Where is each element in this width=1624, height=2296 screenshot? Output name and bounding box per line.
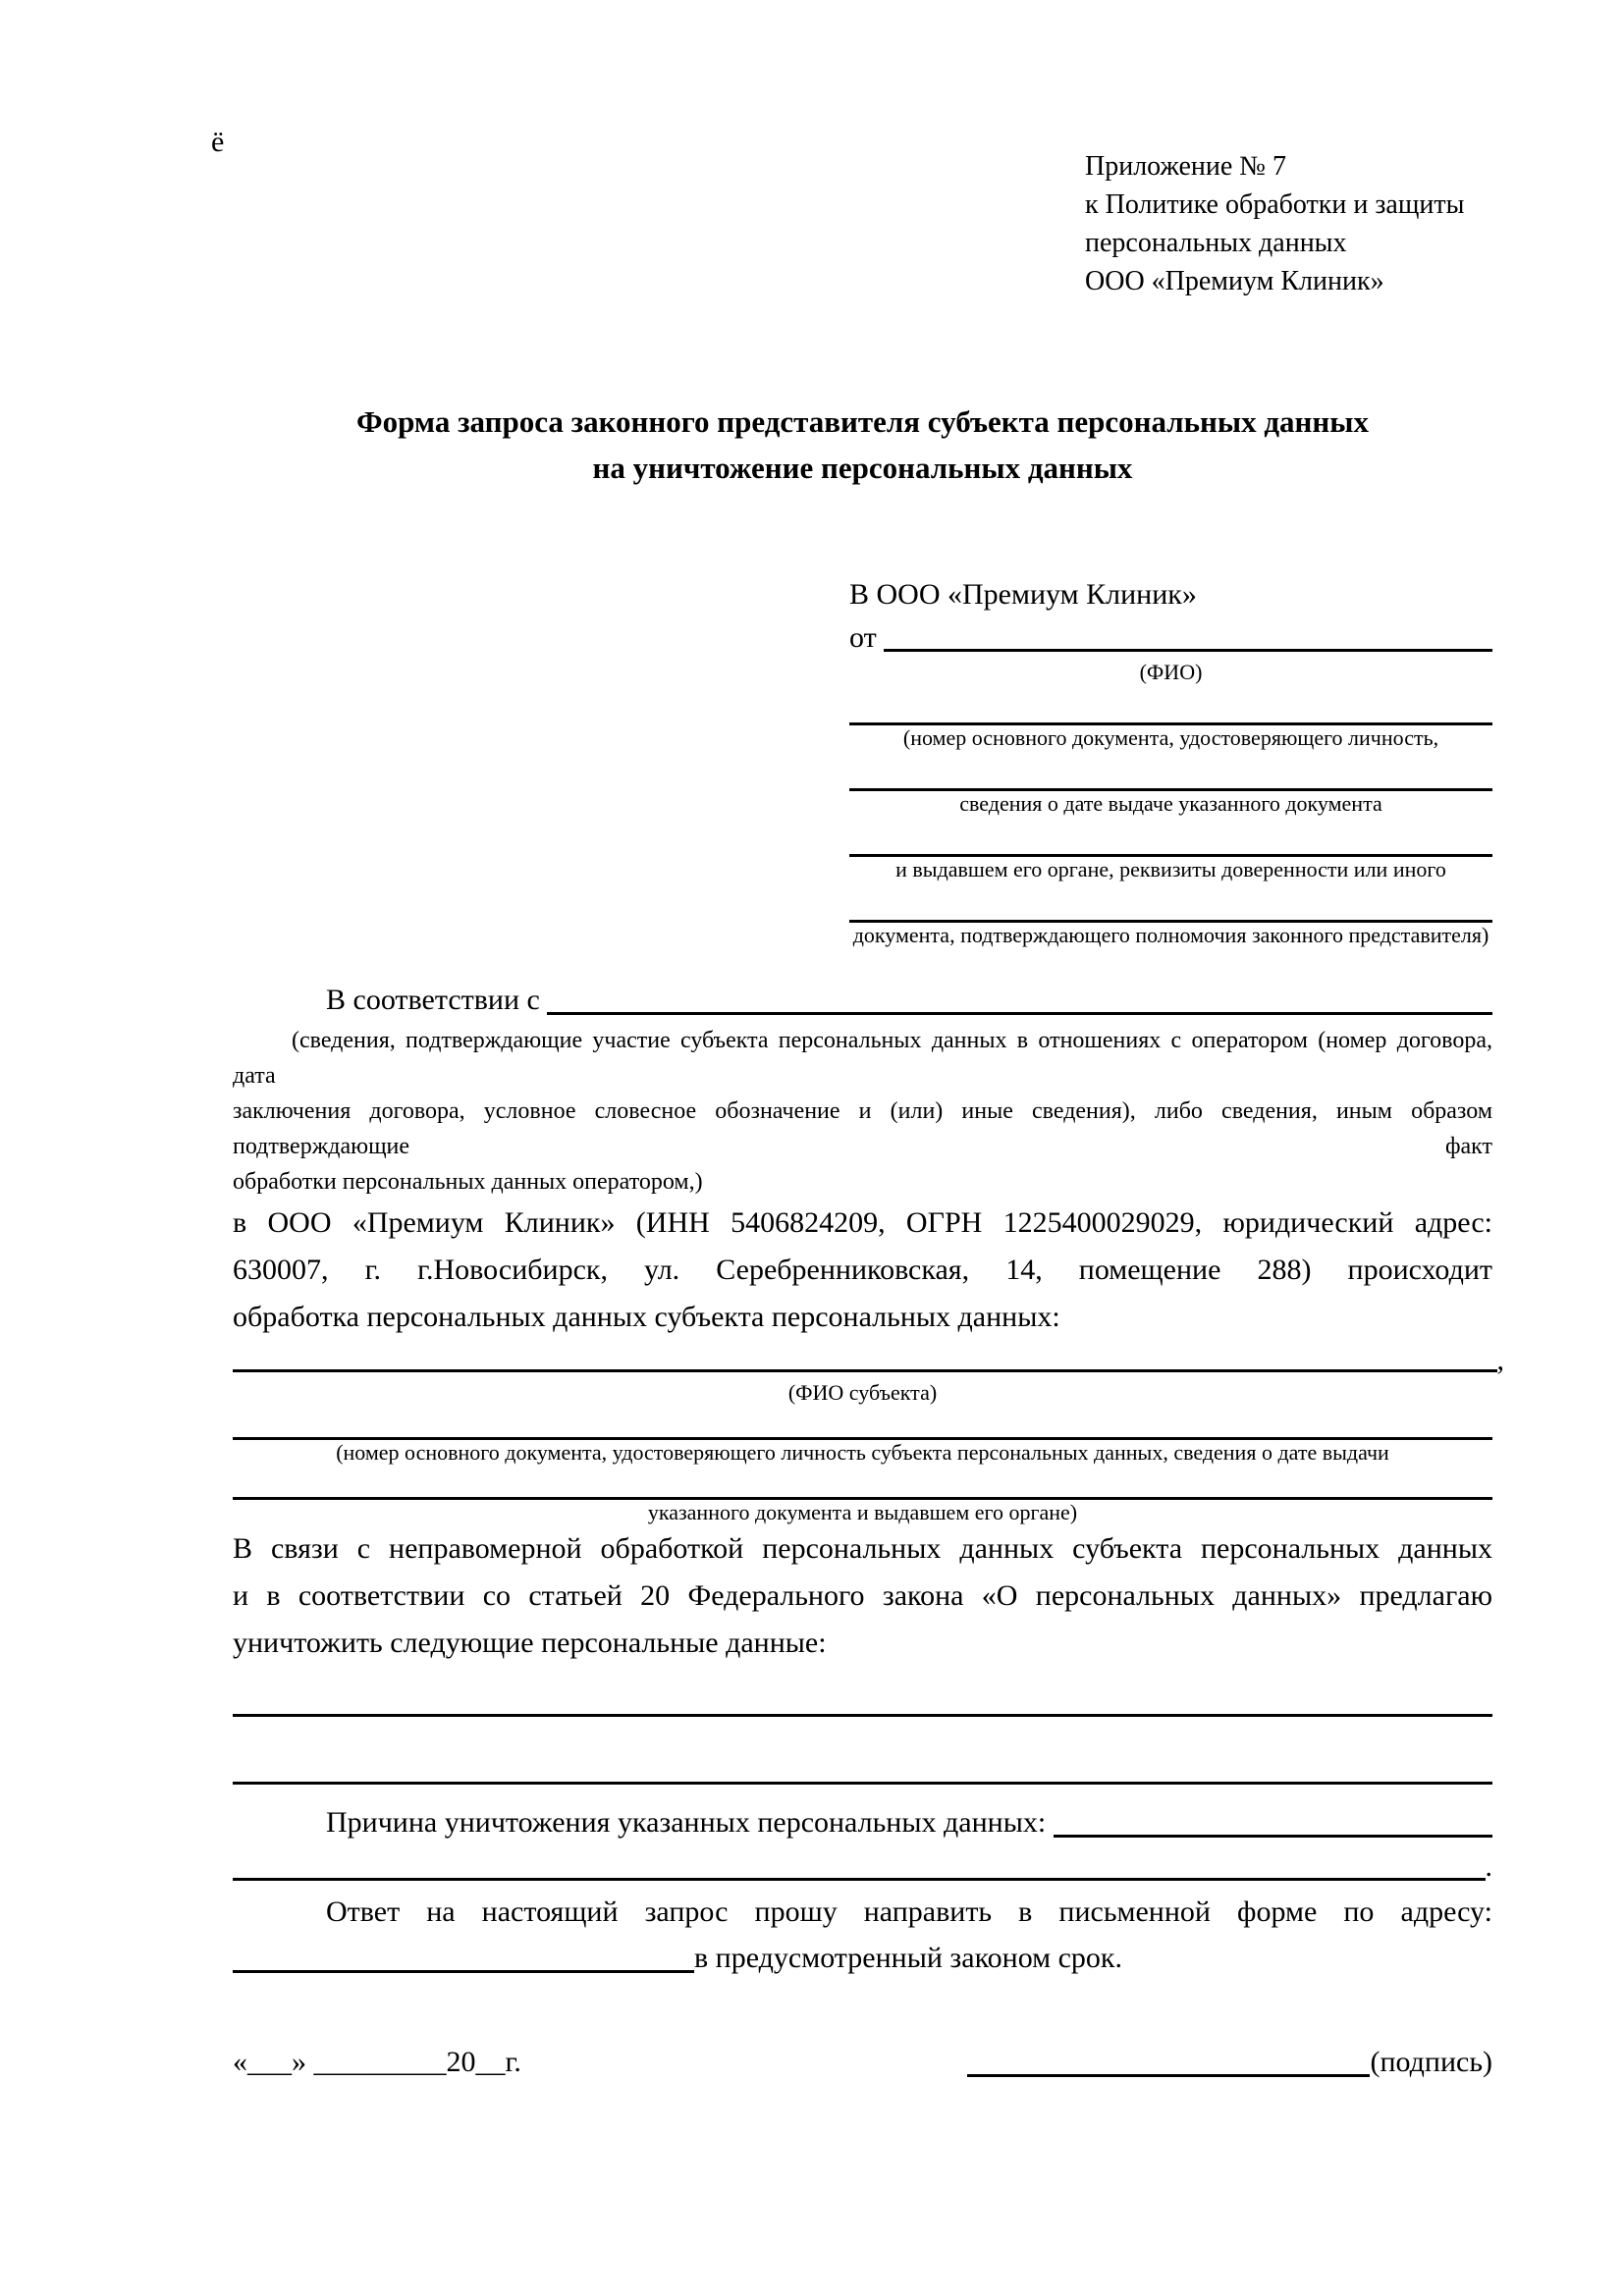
addressee-to: В ООО «Премиум Клиник» (849, 578, 1197, 611)
appendix-line: Приложение № 7 (1085, 151, 1286, 182)
subject-doc-blank-line (233, 1466, 1492, 1500)
signature-block (233, 2040, 1492, 2085)
accordance-caption-line: заключения договора, условное словесное обозначение и (или) иные сведения), либо сведения, иным образом подтверждающие факт (233, 1098, 1492, 1159)
operator-paragraph (233, 1200, 1492, 1341)
doc-caption: (номер основного документа, удостоверяющего личность, (902, 725, 1439, 750)
signature-caption: (подпись) (1370, 2046, 1492, 2078)
signature-blank-line (967, 2074, 1370, 2077)
accordance-blank-line (547, 1012, 1492, 1015)
subject-doc-caption: (номер основного документа, удостоверяющего личность субъекта персональных данных, сведения о дате выдачи (336, 1440, 1389, 1465)
reason-blank-line (1054, 1835, 1492, 1838)
response-tail-text: в предусмотренный законом срок. (694, 1942, 1122, 1974)
from-field (849, 616, 1492, 660)
signature-field (967, 2040, 1492, 2085)
date-template: «___» _________20__г. (233, 2046, 521, 2078)
appendix-line: персональных данных (1085, 228, 1347, 258)
reason-label: Причина уничтожения указанных персональных данных: (326, 1806, 1054, 1839)
data-blank-line (233, 1667, 1492, 1717)
subject-fio-blank-line (233, 1369, 1497, 1372)
appendix-line: к Политике обработки и защиты (1085, 189, 1465, 220)
doc-blank-line (849, 882, 1492, 923)
doc-caption: и выдавшем его органе, реквизиты доверенности или иного (895, 857, 1446, 881)
reason-blank-line-2 (233, 1878, 1486, 1881)
title-line: на уничтожение персональных данных (592, 451, 1133, 485)
from-label: от (849, 621, 885, 654)
subject-doc-caption: указанного документа и выдавшем его органе) (647, 1500, 1078, 1524)
doc-caption: документа, подтверждающего полномочия законного представителя) (852, 923, 1489, 947)
accordance-label: В соответствии с (326, 984, 548, 1016)
address-blank-line (233, 1970, 694, 1973)
appendix-block (1085, 147, 1492, 300)
reason-continuation-field (233, 1845, 1492, 1889)
doc-caption: сведения о дате выдаче указанного документа (959, 791, 1382, 816)
stray-character: ё (211, 126, 225, 158)
appendix-line: ООО «Премиум Клиник» (1085, 266, 1384, 296)
document-title (233, 399, 1492, 491)
operator-line: 630007, г. г.Новосибирск, ул. Серебренниковская, 14, помещение 288) происходит (233, 1254, 1492, 1286)
fio-caption: (ФИО) (1139, 660, 1203, 684)
title-line: Форма запроса законного представителя субъекта персональных данных (356, 404, 1369, 439)
unlawful-paragraph (233, 1525, 1492, 1667)
accordance-field (233, 978, 1492, 1023)
from-blank-line (884, 649, 1492, 652)
subject-fio-field (233, 1341, 1504, 1380)
subject-fio-caption: (ФИО субъекта) (787, 1380, 938, 1405)
accordance-caption (233, 1023, 1492, 1200)
trailing-period: . (1485, 1850, 1492, 1883)
unlawful-line: и в соответствии со статьей 20 Федерального закона «О персональных данных» предлагаю (233, 1579, 1492, 1612)
unlawful-line: В связи с неправомерной обработкой персональных данных субъекта персональных данных (233, 1532, 1492, 1565)
addressee-block (849, 573, 1492, 948)
doc-blank-line (849, 685, 1492, 725)
doc-blank-line (849, 817, 1492, 857)
unlawful-line: уничтожить следующие персональные данные: (233, 1627, 827, 1659)
reason-field (233, 1800, 1492, 1845)
response-address-field (233, 1936, 1492, 1981)
data-blank-line (233, 1717, 1492, 1785)
trailing-comma: , (1496, 1344, 1504, 1376)
accordance-caption-line: (сведения, подтверждающие участие субъекта персональных данных в отношениях с оператором (номер договора, дата (233, 1028, 1492, 1089)
operator-line: в ООО «Премиум Клиник» (ИНН 5406824209, ОГРН 1225400029029, юридический адрес: (233, 1206, 1492, 1239)
doc-blank-line (849, 751, 1492, 791)
response-paragraph: Ответ на настоящий запрос прошу направить в письменной форме по адресу: (326, 1896, 1492, 1928)
subject-doc-blank-line (233, 1406, 1492, 1440)
operator-line: обработка персональных данных субъекта персональных данных: (233, 1301, 1060, 1333)
accordance-caption-line: обработки персональных данных оператором,) (233, 1169, 703, 1195)
